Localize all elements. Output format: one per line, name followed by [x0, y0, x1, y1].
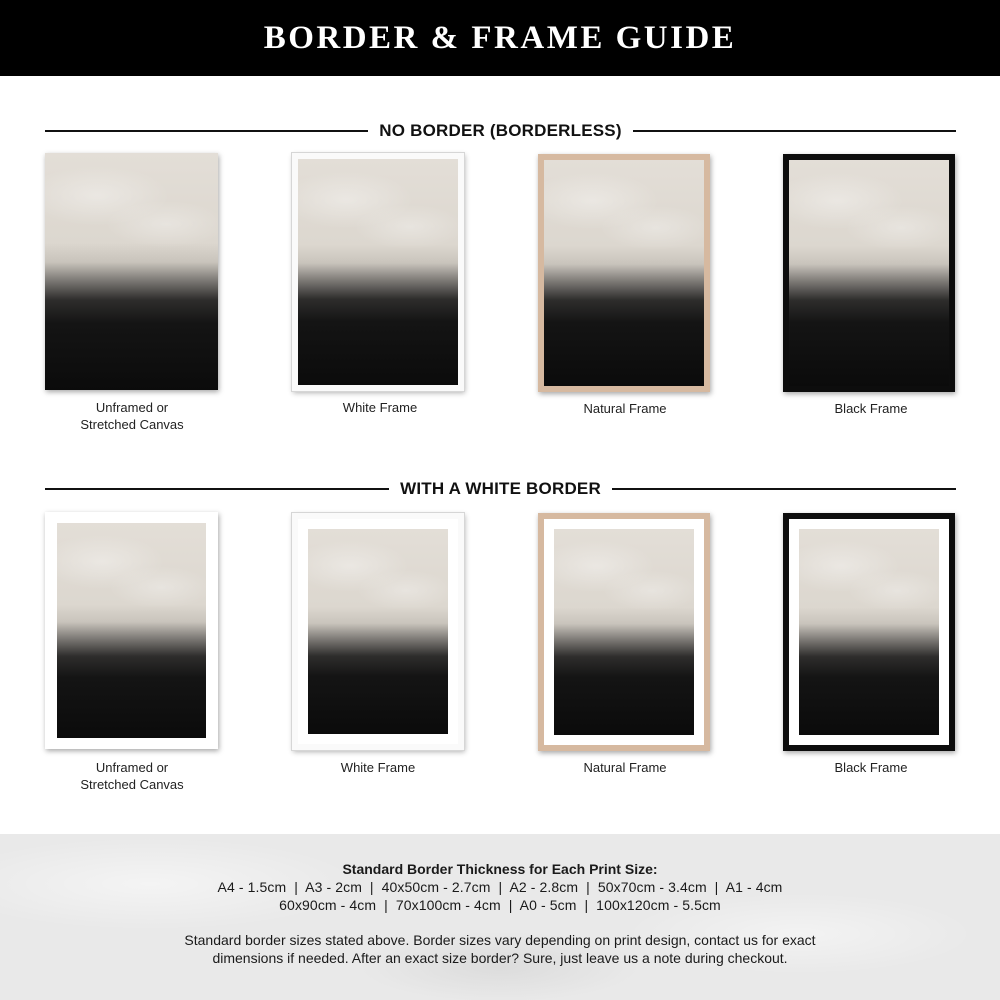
- print-black-frame-borderless: [783, 154, 955, 392]
- artwork-image: [799, 529, 939, 735]
- caption-natural-frame: Natural Frame: [583, 760, 667, 775]
- section-heading-no-border: [45, 119, 956, 143]
- artwork-image: [57, 523, 206, 738]
- caption-natural-frame: Natural Frame: [583, 401, 667, 416]
- artwork-image: [789, 160, 949, 386]
- artwork-image: [308, 529, 448, 734]
- footer-note: Standard border sizes stated above. Border sizes vary depending on print design, contact us for exact dimensions if needed. After an exact size border? Sure, just leave us a note during checkout.: [184, 932, 816, 966]
- heading-rule-left: [45, 488, 389, 490]
- print-natural-frame-borderless: [538, 154, 710, 392]
- caption-unframed: Unframed or Stretched Canvas: [80, 400, 184, 432]
- print-unframed-borderless: [45, 153, 218, 390]
- caption-white-frame: White Frame: [342, 400, 418, 415]
- caption-black-frame: Black Frame: [834, 760, 908, 775]
- footer-title: Standard Border Thickness for Each Print Size:: [342, 861, 658, 877]
- print-unframed-white-border: [45, 512, 218, 749]
- heading-rule-left: [45, 130, 368, 132]
- artwork-image: [544, 160, 704, 386]
- heading-rule-right: [633, 130, 956, 132]
- border-size-footer: [0, 834, 1000, 1000]
- section-heading-label: WITH A WHITE BORDER: [400, 479, 601, 498]
- guide-header: [0, 0, 1000, 76]
- print-white-frame-white-border: [292, 513, 464, 750]
- heading-rule-right: [612, 488, 956, 490]
- print-natural-frame-white-border: [538, 513, 710, 751]
- print-black-frame-white-border: [783, 513, 955, 751]
- caption-unframed: Unframed or Stretched Canvas: [80, 760, 184, 792]
- guide-title: BORDER & FRAME GUIDE: [263, 19, 737, 56]
- caption-black-frame: Black Frame: [834, 401, 908, 416]
- section-heading-label: NO BORDER (BORDERLESS): [379, 121, 622, 140]
- section-heading-white-border: [45, 477, 956, 501]
- footer-sizes-line-1: A4 - 1.5cm | A3 - 2cm | 40x50cm - 2.7cm | A2 - 2.8cm | 50x70cm - 3.4cm | A1 - 4cm: [217, 879, 783, 895]
- artwork-image: [45, 153, 218, 390]
- caption-white-frame: White Frame: [340, 760, 416, 775]
- artwork-image: [298, 159, 458, 385]
- footer-sizes-line-2: 60x90cm - 4cm | 70x100cm - 4cm | A0 - 5cm | 100x120cm - 5.5cm: [279, 897, 721, 913]
- print-white-frame-borderless: [292, 153, 464, 391]
- artwork-image: [554, 529, 694, 735]
